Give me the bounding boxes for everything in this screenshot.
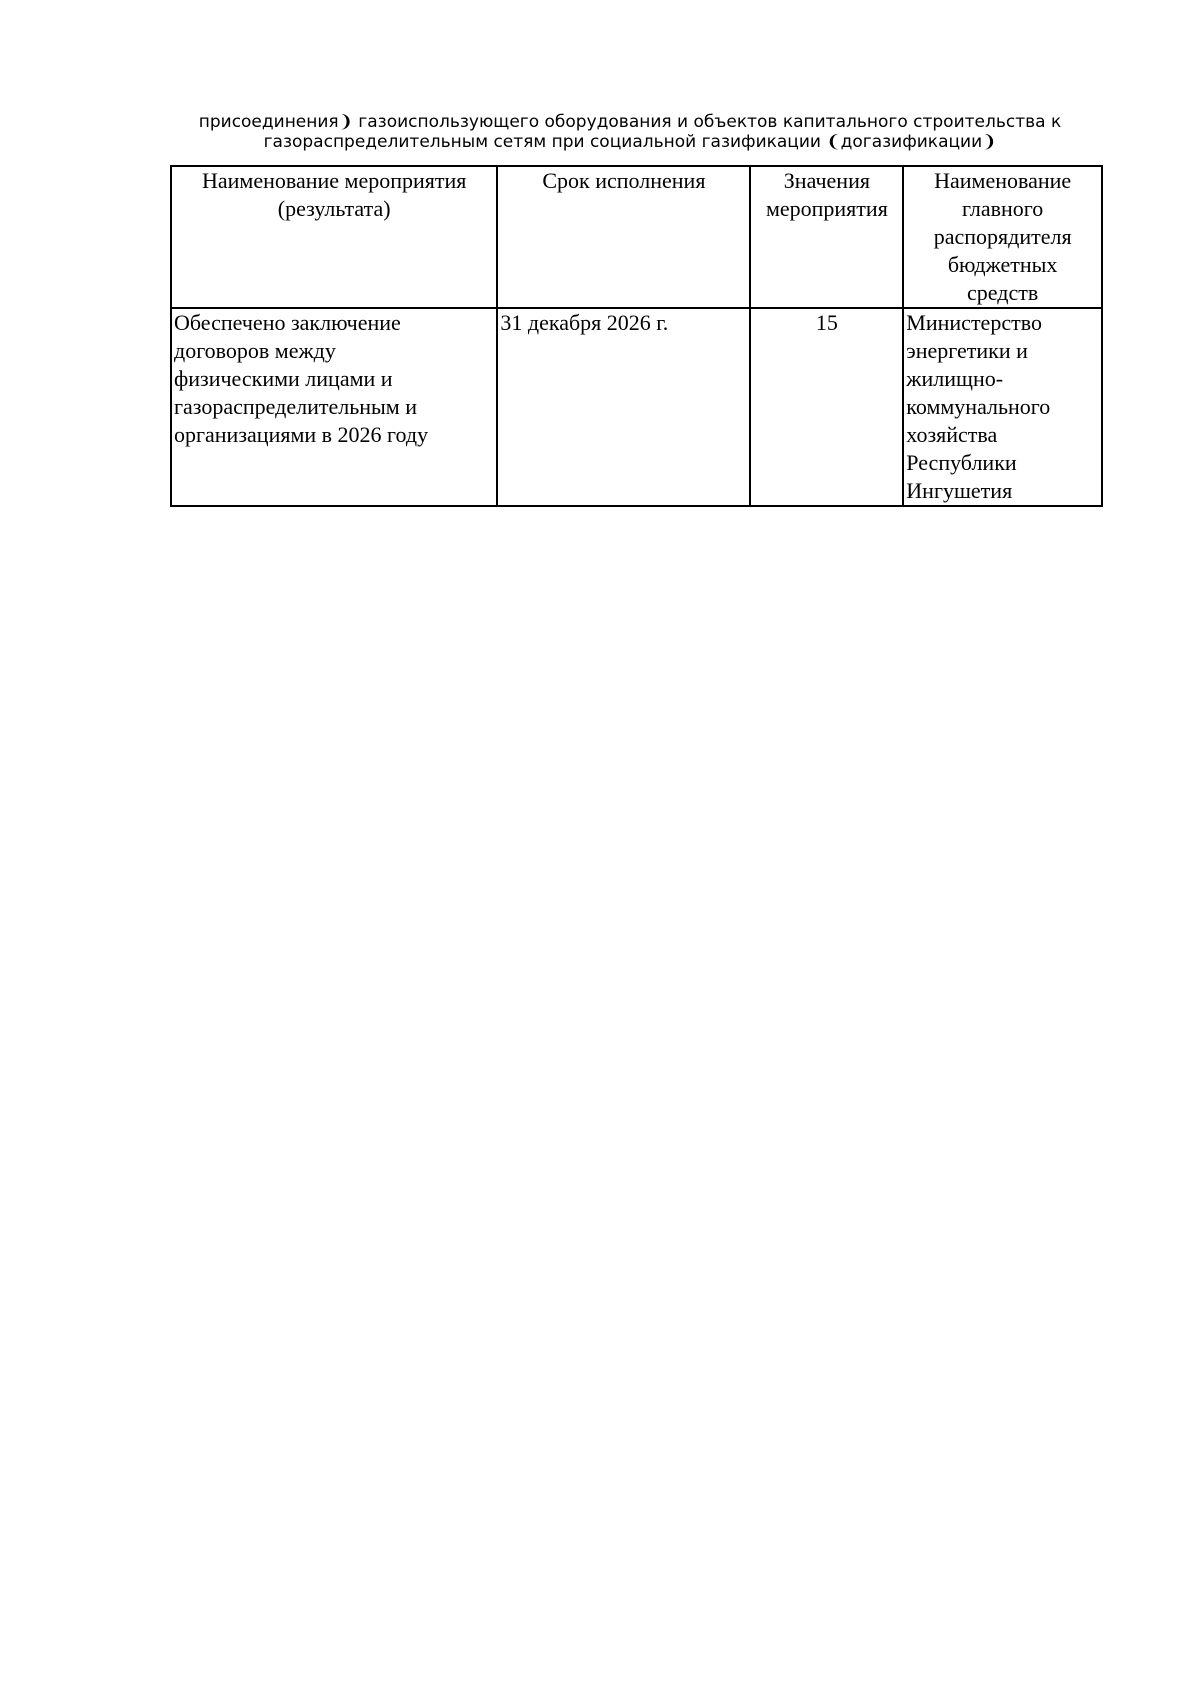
header-budget-manager-label: Наименование главного распорядителя бюджетных средств — [933, 168, 1072, 305]
heading-line-1: присоединения❩ газоиспользующего оборудования и объектов капитального строительства к — [198, 112, 1062, 132]
header-cell-budget-manager — [903, 166, 1102, 308]
header-value-label: Значения мероприятия — [765, 168, 888, 221]
document-heading — [160, 112, 1100, 152]
measures-table — [170, 165, 1103, 507]
deadline-text: 31 декабря 2026 г. — [500, 310, 669, 335]
header-deadline-label: Срок исполнения — [542, 168, 706, 193]
header-cell-measure-name — [171, 166, 497, 308]
header-measure-name-label: Наименование мероприятия (результата) — [201, 168, 467, 221]
table-header-row — [171, 166, 1102, 308]
value-text: 15 — [815, 310, 838, 335]
budget-manager-text: Министерство энергетики и жилищно- коммунального хозяйства Республики Ингушетия — [906, 310, 1051, 503]
heading-line-2: газораспределительным сетям при социальной газификации ❨догазификации❩ — [263, 132, 997, 152]
cell-deadline — [497, 308, 750, 506]
header-cell-value — [750, 166, 903, 308]
cell-budget-manager — [903, 308, 1102, 506]
cell-measure-name — [171, 308, 497, 506]
measure-name-text: Обеспечено заключение договоров между физическими лицами и газораспределительным и организациями в 2026 году — [174, 310, 429, 447]
cell-value — [750, 308, 903, 506]
header-cell-deadline — [497, 166, 750, 308]
table-row — [171, 308, 1102, 506]
